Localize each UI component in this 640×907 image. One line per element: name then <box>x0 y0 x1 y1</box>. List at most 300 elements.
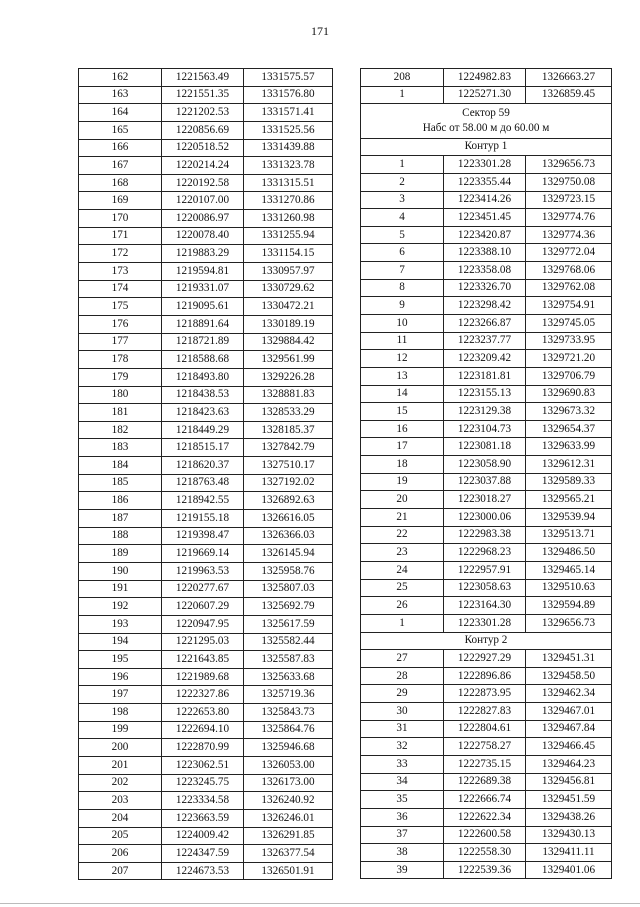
point-number-cell: 7 <box>361 262 444 280</box>
point-number-cell: 203 <box>79 792 162 810</box>
y-coordinate-cell: 1329438.26 <box>526 808 612 826</box>
x-coordinate-cell: 1222327.86 <box>162 686 244 704</box>
y-coordinate-cell: 1329721.20 <box>526 350 612 368</box>
contour-header-row <box>361 632 612 650</box>
y-coordinate-cell: 1330189.19 <box>244 315 333 333</box>
x-coordinate-cell: 1223420.87 <box>444 226 526 244</box>
x-coordinate-cell: 1222870.99 <box>162 739 244 757</box>
table-row <box>79 386 333 404</box>
table-row <box>79 368 333 386</box>
x-coordinate-cell: 1222600.58 <box>444 826 526 844</box>
point-number-cell: 37 <box>361 826 444 844</box>
y-coordinate-cell: 1329733.95 <box>526 332 612 350</box>
y-coordinate-cell: 1331260.98 <box>244 210 333 228</box>
table-row <box>79 157 333 175</box>
table-row <box>361 544 612 562</box>
y-coordinate-cell: 1326616.05 <box>244 510 333 528</box>
y-coordinate-cell: 1325617.59 <box>244 615 333 633</box>
x-coordinate-cell: 1225271.30 <box>444 86 526 104</box>
table-row <box>361 69 612 87</box>
x-coordinate-cell: 1222558.30 <box>444 844 526 862</box>
x-coordinate-cell: 1222927.29 <box>444 650 526 668</box>
point-number-cell: 11 <box>361 332 444 350</box>
point-number-cell: 197 <box>79 686 162 704</box>
point-number-cell: 22 <box>361 526 444 544</box>
y-coordinate-cell: 1331439.88 <box>244 139 333 157</box>
x-coordinate-cell: 1219331.07 <box>162 280 244 298</box>
sector-header-cell <box>361 104 612 138</box>
table-row <box>361 738 612 756</box>
y-coordinate-cell: 1329673.32 <box>526 403 612 421</box>
y-coordinate-cell: 1325958.76 <box>244 562 333 580</box>
point-number-cell: 9 <box>361 297 444 315</box>
y-coordinate-cell: 1329462.34 <box>526 685 612 703</box>
table-row <box>79 104 333 122</box>
y-coordinate-cell: 1325807.03 <box>244 580 333 598</box>
table-row <box>361 473 612 491</box>
table-row <box>361 844 612 862</box>
point-number-cell: 2 <box>361 173 444 191</box>
point-number-cell: 206 <box>79 845 162 863</box>
y-coordinate-cell: 1330729.62 <box>244 280 333 298</box>
x-coordinate-cell: 1222983.38 <box>444 526 526 544</box>
y-coordinate-cell: 1329594.89 <box>526 597 612 615</box>
table-row <box>79 86 333 104</box>
x-coordinate-cell: 1224673.53 <box>162 862 244 880</box>
table-row <box>79 792 333 810</box>
sector-title: Сектор 59 <box>462 106 510 119</box>
table-row <box>79 845 333 863</box>
table-row <box>79 545 333 563</box>
table-row <box>361 279 612 297</box>
table-row <box>79 280 333 298</box>
x-coordinate-cell: 1222694.10 <box>162 721 244 739</box>
table-row <box>79 474 333 492</box>
table-row <box>361 614 612 632</box>
x-coordinate-cell: 1218721.89 <box>162 333 244 351</box>
table-row <box>361 667 612 685</box>
x-coordinate-cell: 1218449.29 <box>162 421 244 439</box>
x-coordinate-cell: 1219398.47 <box>162 527 244 545</box>
point-number-cell: 17 <box>361 438 444 456</box>
point-number-cell: 3 <box>361 191 444 209</box>
table-row <box>79 562 333 580</box>
table-row <box>361 156 612 174</box>
table-row <box>79 404 333 422</box>
table-row <box>79 121 333 139</box>
point-number-cell: 162 <box>79 69 162 87</box>
x-coordinate-cell: 1222539.36 <box>444 861 526 879</box>
table-row <box>361 579 612 597</box>
y-coordinate-cell: 1331154.15 <box>244 245 333 263</box>
point-number-cell: 31 <box>361 720 444 738</box>
y-coordinate-cell: 1329745.05 <box>526 314 612 332</box>
sector-subtitle: Набс от 58.00 м до 60.00 м <box>422 121 550 134</box>
y-coordinate-cell: 1327510.17 <box>244 457 333 475</box>
point-number-cell: 26 <box>361 597 444 615</box>
table-row <box>79 827 333 845</box>
x-coordinate-cell: 1223301.28 <box>444 614 526 632</box>
point-number-cell: 198 <box>79 704 162 722</box>
y-coordinate-cell: 1329467.84 <box>526 720 612 738</box>
x-coordinate-cell: 1221202.53 <box>162 104 244 122</box>
y-coordinate-cell: 1331576.80 <box>244 86 333 104</box>
y-coordinate-cell: 1329774.76 <box>526 209 612 227</box>
table-row <box>361 650 612 668</box>
y-coordinate-cell: 1325864.76 <box>244 721 333 739</box>
point-number-cell: 174 <box>79 280 162 298</box>
x-coordinate-cell: 1219883.29 <box>162 245 244 263</box>
point-number-cell: 186 <box>79 492 162 510</box>
table-row <box>361 791 612 809</box>
x-coordinate-cell: 1220214.24 <box>162 157 244 175</box>
x-coordinate-cell: 1223181.81 <box>444 367 526 385</box>
point-number-cell: 202 <box>79 774 162 792</box>
y-coordinate-cell: 1329565.21 <box>526 491 612 509</box>
x-coordinate-cell: 1222666.74 <box>444 791 526 809</box>
point-number-cell: 196 <box>79 668 162 686</box>
x-coordinate-cell: 1223081.18 <box>444 438 526 456</box>
y-coordinate-cell: 1328881.83 <box>244 386 333 404</box>
table-row <box>361 350 612 368</box>
point-number-cell: 187 <box>79 510 162 528</box>
table-row <box>79 192 333 210</box>
table-row <box>79 492 333 510</box>
point-number-cell: 172 <box>79 245 162 263</box>
table-row <box>361 420 612 438</box>
x-coordinate-cell: 1220518.52 <box>162 139 244 157</box>
y-coordinate-cell: 1330957.97 <box>244 263 333 281</box>
right-table-body <box>361 69 612 879</box>
x-coordinate-cell: 1223355.44 <box>444 173 526 191</box>
page-number: 171 <box>311 24 329 38</box>
table-row <box>361 826 612 844</box>
point-number-cell: 30 <box>361 703 444 721</box>
point-number-cell: 200 <box>79 739 162 757</box>
y-coordinate-cell: 1330472.21 <box>244 298 333 316</box>
table-row <box>361 314 612 332</box>
table-row <box>361 756 612 774</box>
x-coordinate-cell: 1223358.08 <box>444 262 526 280</box>
right-coordinates-table <box>360 68 612 879</box>
table-row <box>361 297 612 315</box>
point-number-cell: 5 <box>361 226 444 244</box>
x-coordinate-cell: 1223266.87 <box>444 314 526 332</box>
table-row <box>79 756 333 774</box>
point-number-cell: 34 <box>361 773 444 791</box>
point-number-cell: 35 <box>361 791 444 809</box>
y-coordinate-cell: 1329467.01 <box>526 703 612 721</box>
table-row <box>361 526 612 544</box>
point-number-cell: 28 <box>361 667 444 685</box>
table-row <box>79 668 333 686</box>
y-coordinate-cell: 1325582.44 <box>244 633 333 651</box>
y-coordinate-cell: 1329656.73 <box>526 614 612 632</box>
point-number-cell: 19 <box>361 473 444 491</box>
x-coordinate-cell: 1219594.81 <box>162 263 244 281</box>
table-row <box>79 69 333 87</box>
point-number-cell: 4 <box>361 209 444 227</box>
y-coordinate-cell: 1326246.01 <box>244 809 333 827</box>
table-row <box>361 191 612 209</box>
point-number-cell: 194 <box>79 633 162 651</box>
y-coordinate-cell: 1327842.79 <box>244 439 333 457</box>
point-number-cell: 195 <box>79 651 162 669</box>
x-coordinate-cell: 1219963.53 <box>162 562 244 580</box>
point-number-cell: 180 <box>79 386 162 404</box>
point-number-cell: 163 <box>79 86 162 104</box>
point-number-cell: 20 <box>361 491 444 509</box>
y-coordinate-cell: 1329654.37 <box>526 420 612 438</box>
table-row <box>361 456 612 474</box>
point-number-cell: 1 <box>361 614 444 632</box>
table-row <box>361 685 612 703</box>
y-coordinate-cell: 1329723.15 <box>526 191 612 209</box>
y-coordinate-cell: 1329589.33 <box>526 473 612 491</box>
x-coordinate-cell: 1220078.40 <box>162 227 244 245</box>
x-coordinate-cell: 1222653.80 <box>162 704 244 722</box>
x-coordinate-cell: 1219095.61 <box>162 298 244 316</box>
y-coordinate-cell: 1326377.54 <box>244 845 333 863</box>
y-coordinate-cell: 1329430.13 <box>526 826 612 844</box>
x-coordinate-cell: 1218438.53 <box>162 386 244 404</box>
x-coordinate-cell: 1222873.95 <box>444 685 526 703</box>
y-coordinate-cell: 1329754.91 <box>526 297 612 315</box>
point-number-cell: 27 <box>361 650 444 668</box>
y-coordinate-cell: 1326663.27 <box>526 69 612 87</box>
point-number-cell: 169 <box>79 192 162 210</box>
x-coordinate-cell: 1223663.59 <box>162 809 244 827</box>
y-coordinate-cell: 1329612.31 <box>526 456 612 474</box>
x-coordinate-cell: 1222622.34 <box>444 808 526 826</box>
y-coordinate-cell: 1329401.06 <box>526 861 612 879</box>
x-coordinate-cell: 1218891.64 <box>162 315 244 333</box>
y-coordinate-cell: 1329451.31 <box>526 650 612 668</box>
y-coordinate-cell: 1329656.73 <box>526 156 612 174</box>
table-row <box>361 491 612 509</box>
point-number-cell: 205 <box>79 827 162 845</box>
y-coordinate-cell: 1329706.79 <box>526 367 612 385</box>
x-coordinate-cell: 1222689.38 <box>444 773 526 791</box>
point-number-cell: 175 <box>79 298 162 316</box>
point-number-cell: 1 <box>361 86 444 104</box>
table-row <box>79 210 333 228</box>
point-number-cell: 182 <box>79 421 162 439</box>
point-number-cell: 29 <box>361 685 444 703</box>
table-row <box>361 244 612 262</box>
point-number-cell: 167 <box>79 157 162 175</box>
point-number-cell: 14 <box>361 385 444 403</box>
point-number-cell: 207 <box>79 862 162 880</box>
table-row <box>361 332 612 350</box>
y-coordinate-cell: 1329451.59 <box>526 791 612 809</box>
y-coordinate-cell: 1329411.11 <box>526 844 612 862</box>
point-number-cell: 179 <box>79 368 162 386</box>
y-coordinate-cell: 1329458.50 <box>526 667 612 685</box>
table-row <box>79 139 333 157</box>
table-row <box>79 862 333 880</box>
y-coordinate-cell: 1326501.91 <box>244 862 333 880</box>
y-coordinate-cell: 1326366.03 <box>244 527 333 545</box>
table-row <box>79 315 333 333</box>
x-coordinate-cell: 1223062.51 <box>162 756 244 774</box>
table-row <box>361 438 612 456</box>
x-coordinate-cell: 1220192.58 <box>162 174 244 192</box>
table-row <box>79 298 333 316</box>
y-coordinate-cell: 1328533.29 <box>244 404 333 422</box>
point-number-cell: 6 <box>361 244 444 262</box>
x-coordinate-cell: 1221989.68 <box>162 668 244 686</box>
x-coordinate-cell: 1218423.63 <box>162 404 244 422</box>
y-coordinate-cell: 1328185.37 <box>244 421 333 439</box>
point-number-cell: 166 <box>79 139 162 157</box>
point-number-cell: 176 <box>79 315 162 333</box>
y-coordinate-cell: 1329510.63 <box>526 579 612 597</box>
point-number-cell: 25 <box>361 579 444 597</box>
y-coordinate-cell: 1329762.08 <box>526 279 612 297</box>
y-coordinate-cell: 1326145.94 <box>244 545 333 563</box>
y-coordinate-cell: 1329768.06 <box>526 262 612 280</box>
y-coordinate-cell: 1329465.14 <box>526 561 612 579</box>
x-coordinate-cell: 1223298.42 <box>444 297 526 315</box>
table-row <box>79 598 333 616</box>
point-number-cell: 185 <box>79 474 162 492</box>
y-coordinate-cell: 1326053.00 <box>244 756 333 774</box>
point-number-cell: 177 <box>79 333 162 351</box>
x-coordinate-cell: 1222896.86 <box>444 667 526 685</box>
contour-header-row <box>361 138 612 156</box>
table-row <box>79 351 333 369</box>
y-coordinate-cell: 1331255.94 <box>244 227 333 245</box>
y-coordinate-cell: 1326892.63 <box>244 492 333 510</box>
point-number-cell: 208 <box>361 69 444 87</box>
x-coordinate-cell: 1224347.59 <box>162 845 244 863</box>
x-coordinate-cell: 1224982.83 <box>444 69 526 87</box>
table-row <box>79 809 333 827</box>
y-coordinate-cell: 1329464.23 <box>526 756 612 774</box>
table-row <box>79 721 333 739</box>
point-number-cell: 192 <box>79 598 162 616</box>
point-number-cell: 10 <box>361 314 444 332</box>
point-number-cell: 181 <box>79 404 162 422</box>
table-row <box>79 580 333 598</box>
x-coordinate-cell: 1221295.03 <box>162 633 244 651</box>
table-row <box>79 457 333 475</box>
table-row <box>79 227 333 245</box>
table-row <box>361 86 612 104</box>
point-number-cell: 201 <box>79 756 162 774</box>
x-coordinate-cell: 1223164.30 <box>444 597 526 615</box>
x-coordinate-cell: 1223129.38 <box>444 403 526 421</box>
table-row <box>79 245 333 263</box>
point-number-cell: 15 <box>361 403 444 421</box>
x-coordinate-cell: 1222735.15 <box>444 756 526 774</box>
table-row <box>361 561 612 579</box>
x-coordinate-cell: 1219155.18 <box>162 510 244 528</box>
point-number-cell: 38 <box>361 844 444 862</box>
page-bottom-rule <box>0 903 640 904</box>
x-coordinate-cell: 1223334.58 <box>162 792 244 810</box>
y-coordinate-cell: 1329486.50 <box>526 544 612 562</box>
x-coordinate-cell: 1218515.17 <box>162 439 244 457</box>
point-number-cell: 32 <box>361 738 444 756</box>
x-coordinate-cell: 1222758.27 <box>444 738 526 756</box>
point-number-cell: 36 <box>361 808 444 826</box>
point-number-cell: 204 <box>79 809 162 827</box>
contour2-title: Контур 2 <box>361 632 612 650</box>
y-coordinate-cell: 1329750.08 <box>526 173 612 191</box>
point-number-cell: 8 <box>361 279 444 297</box>
x-coordinate-cell: 1223388.10 <box>444 244 526 262</box>
y-coordinate-cell: 1329466.45 <box>526 738 612 756</box>
table-row <box>361 403 612 421</box>
y-coordinate-cell: 1331270.86 <box>244 192 333 210</box>
table-row <box>79 686 333 704</box>
y-coordinate-cell: 1329690.83 <box>526 385 612 403</box>
point-number-cell: 190 <box>79 562 162 580</box>
table-row <box>79 333 333 351</box>
y-coordinate-cell: 1331315.51 <box>244 174 333 192</box>
x-coordinate-cell: 1220277.67 <box>162 580 244 598</box>
x-coordinate-cell: 1224009.42 <box>162 827 244 845</box>
x-coordinate-cell: 1220947.95 <box>162 615 244 633</box>
point-number-cell: 191 <box>79 580 162 598</box>
point-number-cell: 1 <box>361 156 444 174</box>
table-row <box>79 527 333 545</box>
x-coordinate-cell: 1221551.35 <box>162 86 244 104</box>
x-coordinate-cell: 1223000.06 <box>444 509 526 527</box>
table-row <box>79 263 333 281</box>
table-row <box>79 615 333 633</box>
point-number-cell: 164 <box>79 104 162 122</box>
table-row <box>361 597 612 615</box>
table-row <box>361 808 612 826</box>
point-number-cell: 171 <box>79 227 162 245</box>
y-coordinate-cell: 1329561.99 <box>244 351 333 369</box>
x-coordinate-cell: 1223018.27 <box>444 491 526 509</box>
y-coordinate-cell: 1325587.83 <box>244 651 333 669</box>
table-row <box>361 262 612 280</box>
table-row <box>361 720 612 738</box>
y-coordinate-cell: 1329226.28 <box>244 368 333 386</box>
point-number-cell: 12 <box>361 350 444 368</box>
table-row <box>79 510 333 528</box>
y-coordinate-cell: 1329513.71 <box>526 526 612 544</box>
table-row <box>361 226 612 244</box>
y-coordinate-cell: 1327192.02 <box>244 474 333 492</box>
table-row <box>79 174 333 192</box>
y-coordinate-cell: 1329772.04 <box>526 244 612 262</box>
table-row <box>361 509 612 527</box>
x-coordinate-cell: 1220107.00 <box>162 192 244 210</box>
point-number-cell: 178 <box>79 351 162 369</box>
table-row <box>79 421 333 439</box>
y-coordinate-cell: 1331323.78 <box>244 157 333 175</box>
x-coordinate-cell: 1220607.29 <box>162 598 244 616</box>
x-coordinate-cell: 1221563.49 <box>162 69 244 87</box>
point-number-cell: 18 <box>361 456 444 474</box>
table-row <box>361 173 612 191</box>
y-coordinate-cell: 1326859.45 <box>526 86 612 104</box>
y-coordinate-cell: 1331525.56 <box>244 121 333 139</box>
table-row <box>361 209 612 227</box>
x-coordinate-cell: 1223326.70 <box>444 279 526 297</box>
point-number-cell: 13 <box>361 367 444 385</box>
y-coordinate-cell: 1326291.85 <box>244 827 333 845</box>
table-row <box>79 704 333 722</box>
x-coordinate-cell: 1223037.88 <box>444 473 526 491</box>
y-coordinate-cell: 1326240.92 <box>244 792 333 810</box>
